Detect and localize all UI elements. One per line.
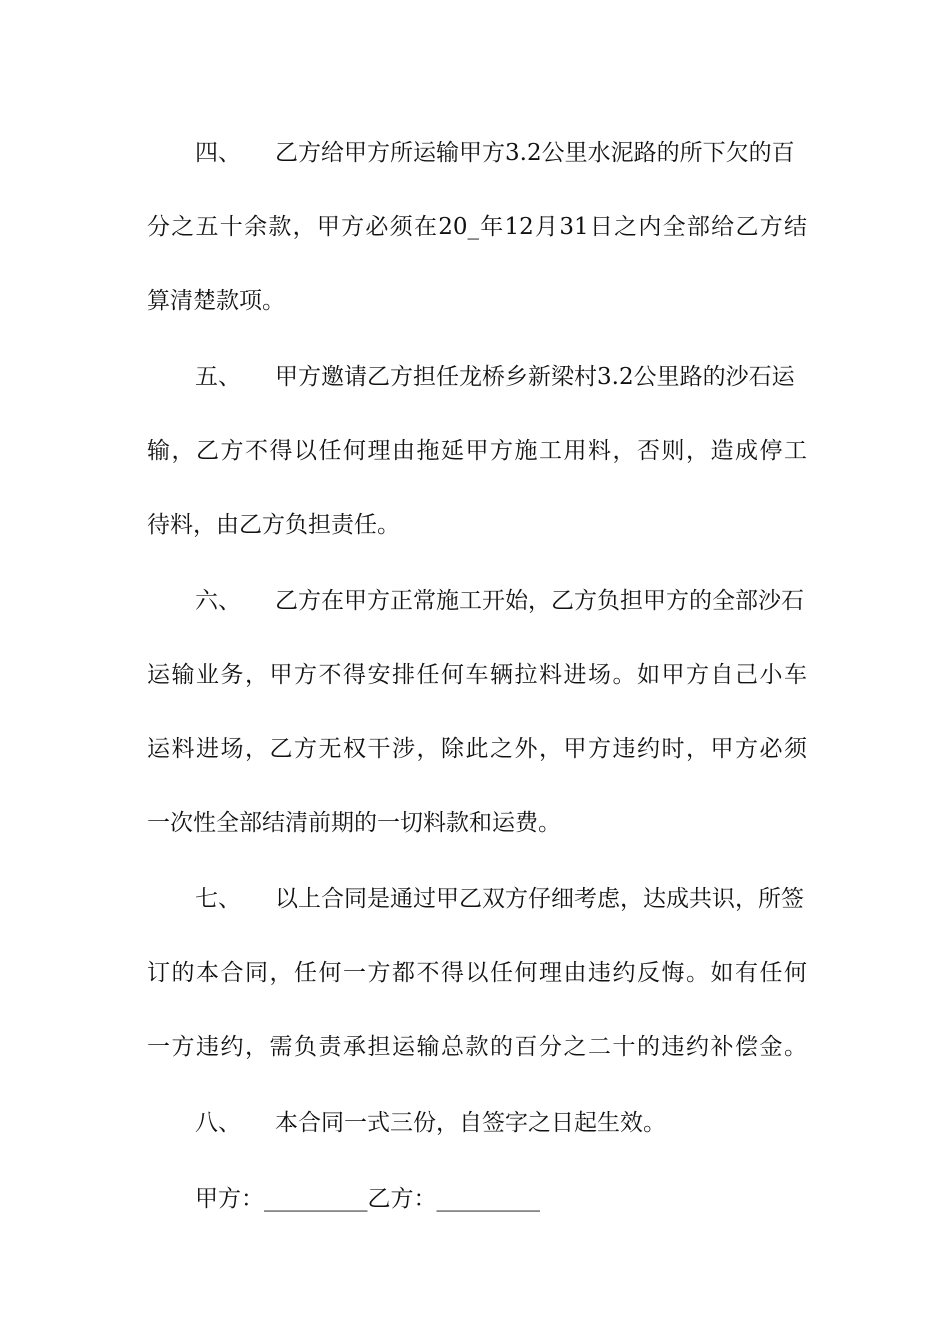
party-a-signature-blank[interactable]: _________ bbox=[264, 1186, 368, 1212]
clause-8-number: 八、 bbox=[195, 1110, 241, 1136]
clause-4-number: 四、 bbox=[195, 140, 241, 166]
clause-6-text-1: 乙方在甲方正常施工开始，乙方负担甲方的全部沙石 bbox=[275, 588, 804, 614]
clause-5-line-1 bbox=[195, 362, 855, 392]
clause-5-number: 五、 bbox=[195, 364, 241, 390]
clause-7-number: 七、 bbox=[195, 886, 241, 912]
clause-4-text-1: 乙方给甲方所运输甲方3.2公里水泥路的所下欠的百 bbox=[275, 140, 795, 166]
party-b-signature-blank[interactable]: _________ bbox=[436, 1186, 540, 1212]
clause-6-line-1 bbox=[195, 586, 855, 616]
clause-6-number: 六、 bbox=[195, 588, 241, 614]
clause-8-line-1 bbox=[195, 1108, 855, 1138]
clause-6-line-2: 运输业务，甲方不得安排任何车辆拉料进场。如甲方自己小车 bbox=[147, 662, 807, 688]
clause-4-line-2: 分之五十余款，甲方必须在20_年12月31日之内全部给乙方结 bbox=[147, 214, 807, 240]
clause-5-line-2: 输，乙方不得以任何理由拖延甲方施工用料，否则，造成停工 bbox=[147, 438, 807, 464]
clause-8-text-1: 本合同一式三份，自签字之日起生效。 bbox=[275, 1110, 666, 1136]
clause-4-line-1 bbox=[195, 138, 855, 168]
clause-6-line-4: 一次性全部结清前期的一切料款和运费。 bbox=[147, 810, 561, 836]
clause-5-text-1: 甲方邀请乙方担任龙桥乡新梁村3.2公里路的沙石运 bbox=[275, 364, 795, 390]
clause-4-line-3: 算清楚款项。 bbox=[147, 288, 285, 314]
clause-7-line-2: 订的本合同，任何一方都不得以任何理由违约反悔。如有任何 bbox=[147, 960, 807, 986]
clause-7-line-3: 一方违约，需负责承担运输总款的百分之二十的违约补偿金。 bbox=[147, 1034, 807, 1060]
clause-5-line-3: 待料，由乙方负担责任。 bbox=[147, 512, 400, 538]
party-b-label: 乙方： bbox=[367, 1186, 437, 1212]
clause-7-text-1: 以上合同是通过甲乙双方仔细考虑，达成共识，所签 bbox=[275, 886, 804, 912]
signature-line bbox=[195, 1184, 855, 1214]
party-a-label: 甲方： bbox=[195, 1186, 264, 1212]
clause-6-line-3: 运料进场，乙方无权干涉，除此之外，甲方违约时，甲方必须 bbox=[147, 736, 807, 762]
clause-7-line-1 bbox=[195, 884, 855, 914]
